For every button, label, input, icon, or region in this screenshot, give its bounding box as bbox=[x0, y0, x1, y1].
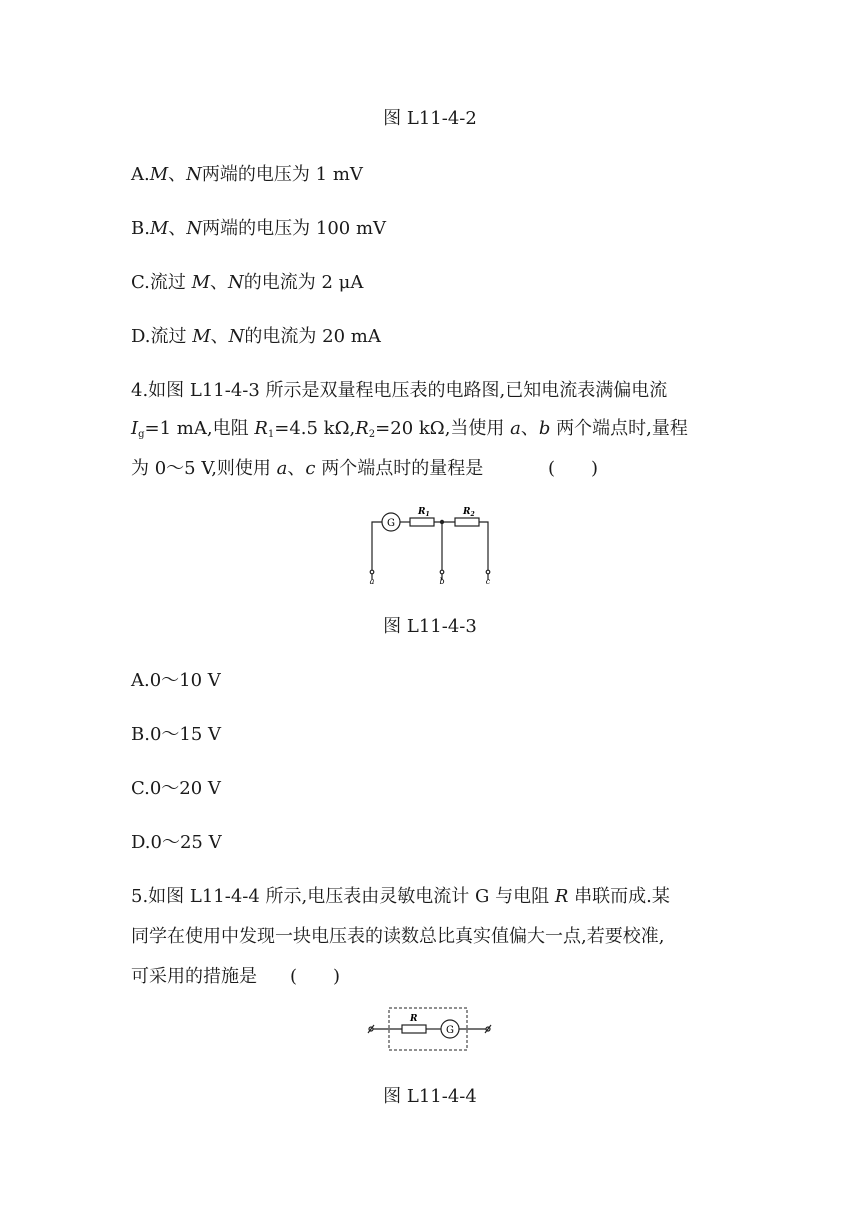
q3-option-d bbox=[131, 322, 381, 348]
separator: 、 bbox=[210, 326, 229, 347]
option-text: 的电流为 20 mA bbox=[244, 326, 381, 347]
terminal-c-label: c bbox=[485, 577, 491, 586]
galvanometer-label: G bbox=[387, 518, 395, 529]
q3-option-a bbox=[131, 160, 363, 186]
var-r: R bbox=[355, 418, 369, 439]
terminal-c bbox=[486, 570, 490, 574]
var-m: M bbox=[149, 218, 169, 239]
q4-line-2 bbox=[131, 414, 688, 440]
circuit-diagram-l11-4-3 bbox=[360, 500, 500, 586]
terminal-a bbox=[370, 570, 374, 574]
subscript-1: 1 bbox=[267, 429, 275, 440]
separator: 、 bbox=[168, 218, 187, 239]
option-prefix: D.流过 bbox=[131, 326, 193, 347]
text: 、 bbox=[520, 418, 539, 439]
circuit-diagram-l11-4-4 bbox=[365, 1006, 495, 1052]
option-prefix: B. bbox=[131, 218, 150, 239]
figure-caption-l11-4-3: 图 L11-4-3 bbox=[383, 616, 477, 637]
subscript-g: g bbox=[138, 429, 145, 440]
text: 5.如图 L11-4-4 所示,电压表由灵敏电流计 G 与电阻 bbox=[131, 886, 555, 907]
junction-dot bbox=[440, 520, 444, 524]
q4-answer-parentheses: ( ) bbox=[548, 458, 599, 479]
separator: 、 bbox=[168, 164, 187, 185]
text: =4.5 kΩ, bbox=[274, 418, 356, 439]
subscript-2: 2 bbox=[368, 429, 376, 440]
option-prefix: C.流过 bbox=[131, 272, 192, 293]
q4-line-3 bbox=[131, 454, 483, 480]
var-r: R bbox=[254, 418, 268, 439]
option-text: 的电流为 2 μA bbox=[243, 272, 364, 293]
text: =20 kΩ,当使用 bbox=[375, 418, 511, 439]
option-text: 两端的电压为 100 mV bbox=[202, 218, 387, 239]
var-i: I bbox=[131, 418, 139, 439]
r1-label: $R_1$ bbox=[418, 507, 430, 518]
var-r: R bbox=[554, 886, 569, 907]
q4-line-1: 4.如图 L11-4-3 所示是双量程电压表的电路图,已知电流表满偏电流 bbox=[131, 380, 668, 401]
var-n: N bbox=[228, 326, 245, 347]
text: 两个端点时的量程是 bbox=[315, 458, 484, 479]
q5-line-1 bbox=[131, 882, 670, 908]
figure-caption-l11-4-2: 图 L11-4-2 bbox=[383, 108, 477, 129]
option-prefix: A. bbox=[131, 164, 150, 185]
q4-option-d: D.0～25 V bbox=[131, 832, 222, 853]
resistor-r1 bbox=[410, 518, 434, 526]
q3-option-b bbox=[131, 214, 386, 240]
q5-answer-parentheses: ( ) bbox=[290, 966, 341, 987]
r2-label: $R_2$ bbox=[463, 507, 475, 518]
var-a: a bbox=[276, 458, 288, 479]
r-label: R bbox=[410, 1014, 418, 1024]
q4-option-c: C.0～20 V bbox=[131, 778, 221, 799]
var-n: N bbox=[228, 272, 244, 293]
text: 、 bbox=[287, 458, 306, 479]
text: =1 mA,电阻 bbox=[144, 418, 255, 439]
q5-line-2: 同学在使用中发现一块电压表的读数总比真实值偏大一点,若要校准, bbox=[131, 926, 665, 947]
var-b: b bbox=[538, 418, 551, 439]
q5-line-3: 可采用的措施是 bbox=[131, 966, 257, 987]
var-a: a bbox=[510, 418, 521, 439]
terminal-b-label: b bbox=[439, 577, 445, 586]
separator: 、 bbox=[210, 272, 229, 293]
option-text: 两端的电压为 1 mV bbox=[201, 164, 363, 185]
galvanometer-label: G bbox=[446, 1025, 454, 1036]
var-m: M bbox=[149, 164, 169, 185]
var-n: N bbox=[186, 218, 203, 239]
text: 串联而成.某 bbox=[568, 886, 670, 907]
terminal-a-label: a bbox=[369, 577, 375, 586]
text: 两个端点时,量程 bbox=[550, 418, 688, 439]
figure-caption-l11-4-4: 图 L11-4-4 bbox=[383, 1086, 477, 1107]
resistor-r2 bbox=[455, 518, 479, 526]
terminal-b bbox=[440, 570, 444, 574]
var-c: c bbox=[305, 458, 316, 479]
var-m: M bbox=[192, 326, 211, 347]
q4-option-a: A.0～10 V bbox=[131, 670, 221, 691]
text: 为 0～5 V,则使用 bbox=[131, 458, 277, 479]
var-m: M bbox=[191, 272, 211, 293]
resistor-r bbox=[402, 1025, 426, 1033]
q3-option-c bbox=[131, 268, 363, 294]
var-n: N bbox=[186, 164, 202, 185]
q4-option-b: B.0～15 V bbox=[131, 724, 222, 745]
